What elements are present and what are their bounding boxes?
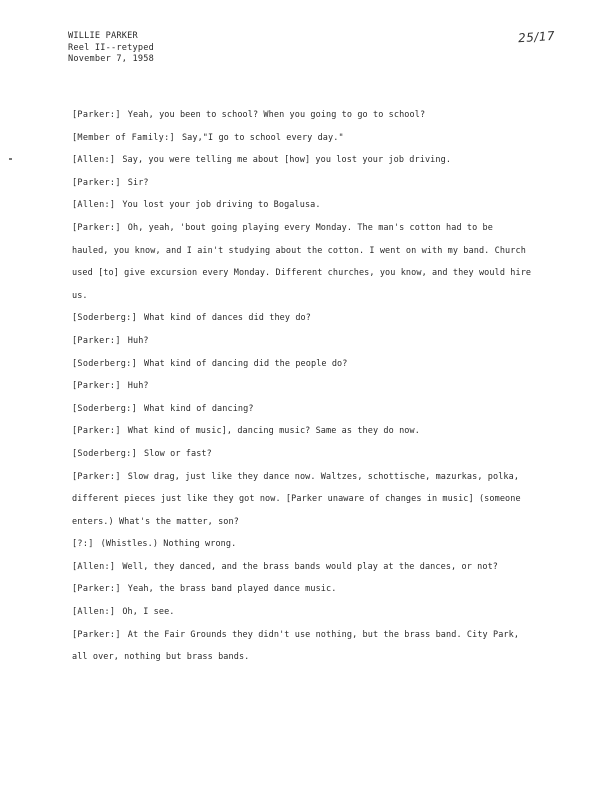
transcript-paragraph <box>72 307 532 330</box>
reel-label: Reel II--retyped <box>68 42 154 53</box>
speaker-label: [Parker:] <box>72 335 121 346</box>
speaker-label: [Soderberg:] <box>72 448 138 459</box>
speaker-label: [?:] <box>72 539 94 550</box>
dialogue-text: What kind of dancing? <box>144 403 254 414</box>
dialogue-text: Slow or fast? <box>144 448 212 459</box>
speaker-label: [Parker:] <box>72 177 121 188</box>
speaker-label: [Member of Family:] <box>72 132 175 143</box>
dialogue-text: Say, you were telling me about [how] you lost your job driving. <box>122 155 452 166</box>
speaker-label: [Allen:] <box>72 155 116 166</box>
transcript-paragraph <box>72 104 532 127</box>
dialogue-text: At the Fair Grounds they didn't use nothing, but the brass band. City Park, all over, nothing but brass bands. <box>72 629 520 663</box>
dialogue-text: Huh? <box>127 335 149 346</box>
transcript-paragraph <box>72 149 532 172</box>
transcript-paragraph <box>72 353 532 376</box>
transcript-paragraph <box>72 330 532 353</box>
stray-mark <box>9 158 12 160</box>
dialogue-text: Oh, I see. <box>122 607 175 618</box>
transcript-paragraph <box>72 624 532 669</box>
transcript-body <box>72 104 532 669</box>
transcript-paragraph <box>72 466 532 534</box>
transcript-paragraph <box>72 556 532 579</box>
dialogue-text: What kind of music], dancing music? Same as they do now. <box>127 426 420 437</box>
transcript-paragraph <box>72 578 532 601</box>
speaker-label: [Parker:] <box>72 222 121 233</box>
transcript-paragraph <box>72 375 532 398</box>
dialogue-text: Oh, yeah, 'bout going playing every Monday. The man's cotton had to be hauled, you know, and I ain't studying about the cotton. I went on with my band. Church used [to] give excursion every Monday. Different churches, you know, and they would hire us. <box>72 222 532 301</box>
speaker-label: [Parker:] <box>72 584 121 595</box>
transcript-paragraph <box>72 127 532 150</box>
transcript-paragraph <box>72 443 532 466</box>
speaker-label: [Soderberg:] <box>72 403 138 414</box>
document-header <box>68 31 154 66</box>
speaker-label: [Parker:] <box>72 629 121 640</box>
transcript-paragraph <box>72 601 532 624</box>
speaker-label: [Parker:] <box>72 471 121 482</box>
transcript-paragraph <box>72 420 532 443</box>
speaker-label: [Soderberg:] <box>72 358 138 369</box>
speaker-label: [Soderberg:] <box>72 313 138 324</box>
dialogue-text: Well, they danced, and the brass bands would play at the dances, or not? <box>122 561 498 572</box>
dialogue-text: (Whistles.) Nothing wrong. <box>100 539 237 550</box>
speaker-label: [Allen:] <box>72 561 116 572</box>
dialogue-text: Yeah, you been to school? When you going to go to school? <box>127 110 426 120</box>
speaker-label: [Allen:] <box>72 607 116 618</box>
dialogue-text: What kind of dances did they do? <box>144 313 311 324</box>
dialogue-text: You lost your job driving to Bogalusa. <box>122 200 321 211</box>
dialogue-text: What kind of dancing did the people do? <box>144 358 348 369</box>
transcript-paragraph <box>72 172 532 195</box>
dialogue-text: Huh? <box>127 381 149 392</box>
dialogue-text: Say,"I go to school every day." <box>181 132 344 143</box>
dialogue-text: Yeah, the brass band played dance music. <box>127 584 337 595</box>
speaker-label: [Parker:] <box>72 381 121 392</box>
transcript-paragraph <box>72 398 532 421</box>
handwritten-page-number: 25/17 <box>517 28 556 46</box>
transcript-paragraph <box>72 217 532 307</box>
dialogue-text: Sir? <box>127 177 149 188</box>
speaker-label: [Parker:] <box>72 426 121 437</box>
speaker-label: [Allen:] <box>72 200 116 211</box>
transcript-paragraph <box>72 194 532 217</box>
transcript-paragraph <box>72 533 532 556</box>
interview-date: November 7, 1958 <box>68 54 154 64</box>
speaker-label: [Parker:] <box>72 110 121 120</box>
dialogue-text: Slow drag, just like they dance now. Waltzes, schottische, mazurkas, polka, different pieces just like they got now. [Parker unaware of changes in music] (someone enters.) What's the matter, son? <box>72 471 521 527</box>
interviewee-name: WILLIE PARKER <box>68 31 138 41</box>
